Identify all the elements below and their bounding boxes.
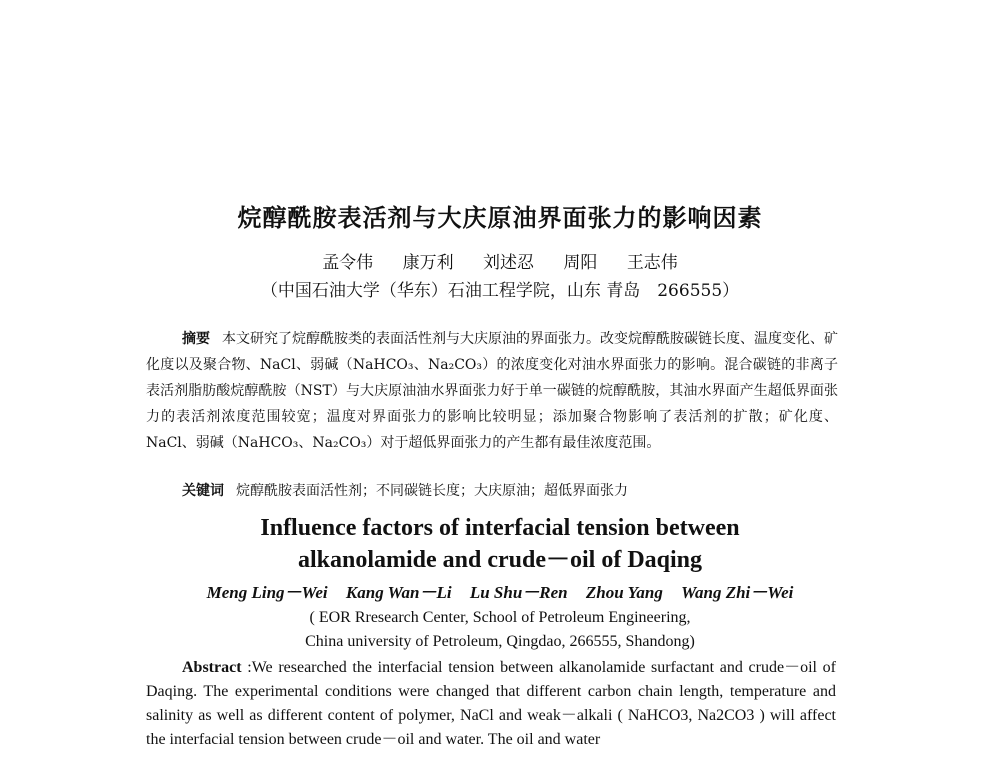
english-authors bbox=[0, 578, 1000, 603]
chinese-abstract bbox=[146, 326, 838, 456]
author-zh: 周阳 bbox=[563, 253, 598, 273]
english-affiliation bbox=[0, 606, 1000, 654]
chinese-keywords-label: 关键词 bbox=[182, 483, 224, 499]
chinese-authors bbox=[0, 248, 1000, 273]
chinese-keywords bbox=[182, 480, 842, 502]
english-abstract-text: We researched the interfacial tension between alkanolamide surfactant and crude－oil of Daqing. The experimental conditions were changed that different carbon chain length, temperature and salinity as well as different content of polymer, NaCl and weak－alkali ( NaHCO3, Na2CO3 ) will affect the interfacial tension between crude－oil and water. The oil and water bbox=[146, 659, 837, 748]
english-title-line: alkanolamide and crude－oil of Daqing bbox=[297, 547, 703, 573]
author-zh: 孟令伟 bbox=[322, 253, 374, 273]
author-en: Meng Ling－Wei bbox=[206, 583, 328, 602]
chinese-keywords-text: 烷醇酰胺表面活性剂；不同碳链长度；大庆原油；超低界面张力 bbox=[236, 483, 628, 499]
english-title-line: Influence factors of interfacial tension between bbox=[260, 515, 740, 541]
author-zh: 刘述忍 bbox=[483, 253, 534, 273]
english-abstract-label: Abstract bbox=[182, 659, 242, 676]
author-zh: 康万利 bbox=[402, 253, 454, 273]
chinese-affiliation: （中国石油大学（华东）石油工程学院，山东 青岛 266555） bbox=[260, 281, 740, 301]
author-en: Zhou Yang bbox=[585, 583, 663, 602]
author-en: Wang Zhi－Wei bbox=[681, 583, 794, 602]
author-en: Kang Wan－Li bbox=[345, 583, 452, 602]
chinese-abstract-label: 摘要 bbox=[182, 331, 210, 347]
author-zh: 王志伟 bbox=[626, 253, 678, 273]
author-en: Lu Shu－Ren bbox=[469, 583, 568, 602]
english-abstract: Abstract :We researched the interfacial tension between alkanolamide surfactant and crude－oil of Daqing. The experimental conditions were changed that different carbon chain length, temperature and salinity as well as different content of polymer, NaCl and weak－alkali ( NaHCO3, Na2CO3 ) will affect the interfacial tension between crude－oil and water. The oil and water bbox=[146, 659, 837, 748]
english-affiliation-line: China university of Petroleum, Qingdao, 266555, Shandong) bbox=[305, 633, 695, 650]
english-affiliation-line: ( EOR Rresearch Center, School of Petroleum Engineering, bbox=[309, 609, 691, 626]
chinese-title: 烷醇酰胺表活剂与大庆原油界面张力的影响因素 bbox=[237, 204, 763, 232]
english-title bbox=[0, 512, 1000, 576]
chinese-abstract-text: 本文研究了烷醇酰胺类的表面活性剂与大庆原油的界面张力。改变烷醇酰胺碳链长度、温度变化、矿化度以及聚合物、NaCl、弱碱（NaHCO₃、Na₂CO₃）的浓度变化对油水界面张力的影响。混合碳链的非离子表活剂脂肪酸烷醇酰胺（NST）与大庆原油油水界面张力好于单一碳链的烷醇酰胺，其油水界面产生超低界面张力的表活剂浓度范围较宽；温度对界面张力的影响比较明显；添加聚合物影响了表活剂的扩散；矿化度、NaCl、弱碱（NaHCO₃、Na₂CO₃）对于超低界面张力的产生都有最佳浓度范围。 bbox=[146, 331, 838, 451]
